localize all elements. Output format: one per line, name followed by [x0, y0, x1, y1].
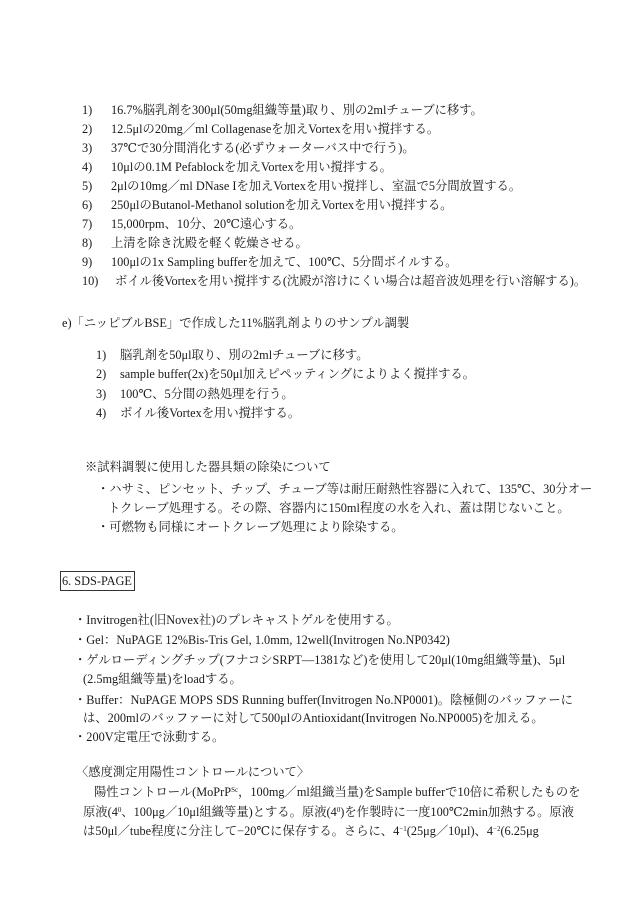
sds-bullet: ・Invitrogen社(旧Novex社)のプレキャストゲルを使用する。	[74, 613, 399, 627]
step-number: 1)	[82, 103, 93, 117]
note-bullet-cont: トクレーブ処理する。その際、容器内に150ml程度の水を入れ、蓋は閉じないこと。	[108, 501, 570, 515]
section-heading-sds-page: 6. SDS-PAGE	[60, 571, 135, 591]
superscript: −2	[493, 825, 501, 833]
note-bullet: ・可燃物も同様にオートクレーブ処理により除染する。	[97, 520, 404, 534]
step-text: ボイル後Vortexを用い撹拌する(沈殿が溶けにくい場合は超音波処理を行い溶解する)。	[115, 274, 587, 288]
text: 原液(4	[83, 805, 118, 819]
text: 陽性コントロール(MoPrP	[94, 785, 232, 799]
step-number: 2)	[82, 122, 93, 136]
step-text: 10μlの0.1M Pefablockを加えVortexを用い撹拌する。	[111, 160, 392, 174]
step-text: 15,000rpm、10分、20℃遠心する。	[111, 217, 302, 231]
text: ，100mg／ml組織当量)をSample bufferで10倍に希釈したものを	[238, 785, 581, 799]
step-number: 3)	[82, 141, 93, 155]
step-text: 250μlのButanol-Methanol solutionを加えVortexを用い撹拌する。	[111, 198, 453, 212]
step-text: sample buffer(2x)を50μl加えピペッティングによりよく撹拌する。	[120, 367, 475, 382]
step-number: 3)	[96, 386, 107, 401]
step-number: 4)	[96, 405, 107, 420]
text: 、100μg／10μl組織等量)とする。原液(4	[121, 805, 337, 819]
superscript: 0	[117, 806, 122, 814]
step-number: 7)	[82, 217, 93, 231]
section-e-heading: e)「ニッピブルBSE」で作成した11%脳乳剤よりのサンプル調製	[62, 316, 410, 330]
sds-bullet-cont: (2.5mg組織等量)をloadする。	[83, 672, 242, 686]
text: (25μg／10μl)、4	[406, 824, 493, 838]
note-bullet: ・ハサミ、ピンセット、チップ、チューブ等は耐圧耐熱性容器に入れて、135℃、30分オー	[97, 482, 593, 496]
step-text: 2μlの10mg／ml DNase Iを加えVortexを用い撹拌し、室温で5分間放置する。	[111, 179, 522, 193]
step-number: 2)	[96, 367, 107, 382]
sds-bullet: ・200V定電圧で泳動する。	[74, 730, 225, 744]
step-text: 100℃、5分間の熱処理を行う。	[120, 386, 294, 401]
sds-bullet: ・Gel：NuPAGE 12%Bis-Tris Gel, 1.0mm, 12well(Invitrogen No.NP0342)	[74, 633, 450, 647]
sds-bullet: ・Buffer：NuPAGE MOPS SDS Running buffer(Invitrogen No.NP0001)。陰極側のバッファーに	[74, 693, 573, 707]
sensitivity-heading: 〈感度測定用陽性コントロールについて〉	[76, 765, 310, 779]
step-text: ボイル後Vortexを用い撹拌する。	[120, 405, 301, 420]
sensitivity-paragraph-line	[83, 804, 574, 820]
step-number: 10)	[82, 274, 99, 288]
note-heading: ※試料調製に使用した器具類の除染について	[85, 460, 331, 474]
step-number: 9)	[82, 255, 93, 269]
step-number: 8)	[82, 236, 93, 250]
step-text: 100μlの1x Sampling bufferを加えて、100℃、5分間ボイルする。	[111, 255, 458, 269]
sds-bullet-cont: は、200mlのバッファーに対して500μlのAntioxidant(Invitrogen No.NP0005)を加える。	[83, 711, 544, 725]
sensitivity-paragraph-line	[83, 823, 539, 839]
sds-bullet: ・ゲルローディングチップ(フナコシSRPT―1381など)を使用して20μl(10mg組織等量)、5μl	[74, 653, 566, 667]
step-text: 16.7%脳乳剤を300μl(50mg組織等量)取り、別の2mlチューブに移す。	[111, 103, 483, 117]
text: (6.25μg	[500, 824, 539, 838]
step-text: 上清を除き沈殿を軽く乾燥させる。	[111, 236, 308, 250]
superscript: Sc	[231, 786, 239, 794]
step-text: 脳乳剤を50μl取り、別の2mlチューブに移す。	[120, 348, 369, 362]
step-text: 37℃で30分間消化する(必ずウォーターバス中で行う)。	[111, 141, 415, 155]
step-text: 12.5μlの20mg／ml Collagenaseを加えVortexを用い撹拌する。	[111, 122, 440, 136]
step-number: 5)	[82, 179, 93, 193]
sensitivity-paragraph-line	[94, 784, 580, 800]
superscript: −1	[399, 825, 407, 833]
text: )を作製時に一度100℃2min加熱する。原液	[340, 805, 574, 819]
text: は50μl／tube程度に分注して−20℃に保存する。さらに、4	[83, 824, 400, 838]
step-number: 6)	[82, 198, 93, 212]
step-number: 4)	[82, 160, 93, 174]
superscript: 0	[336, 806, 341, 814]
step-number: 1)	[96, 348, 107, 362]
